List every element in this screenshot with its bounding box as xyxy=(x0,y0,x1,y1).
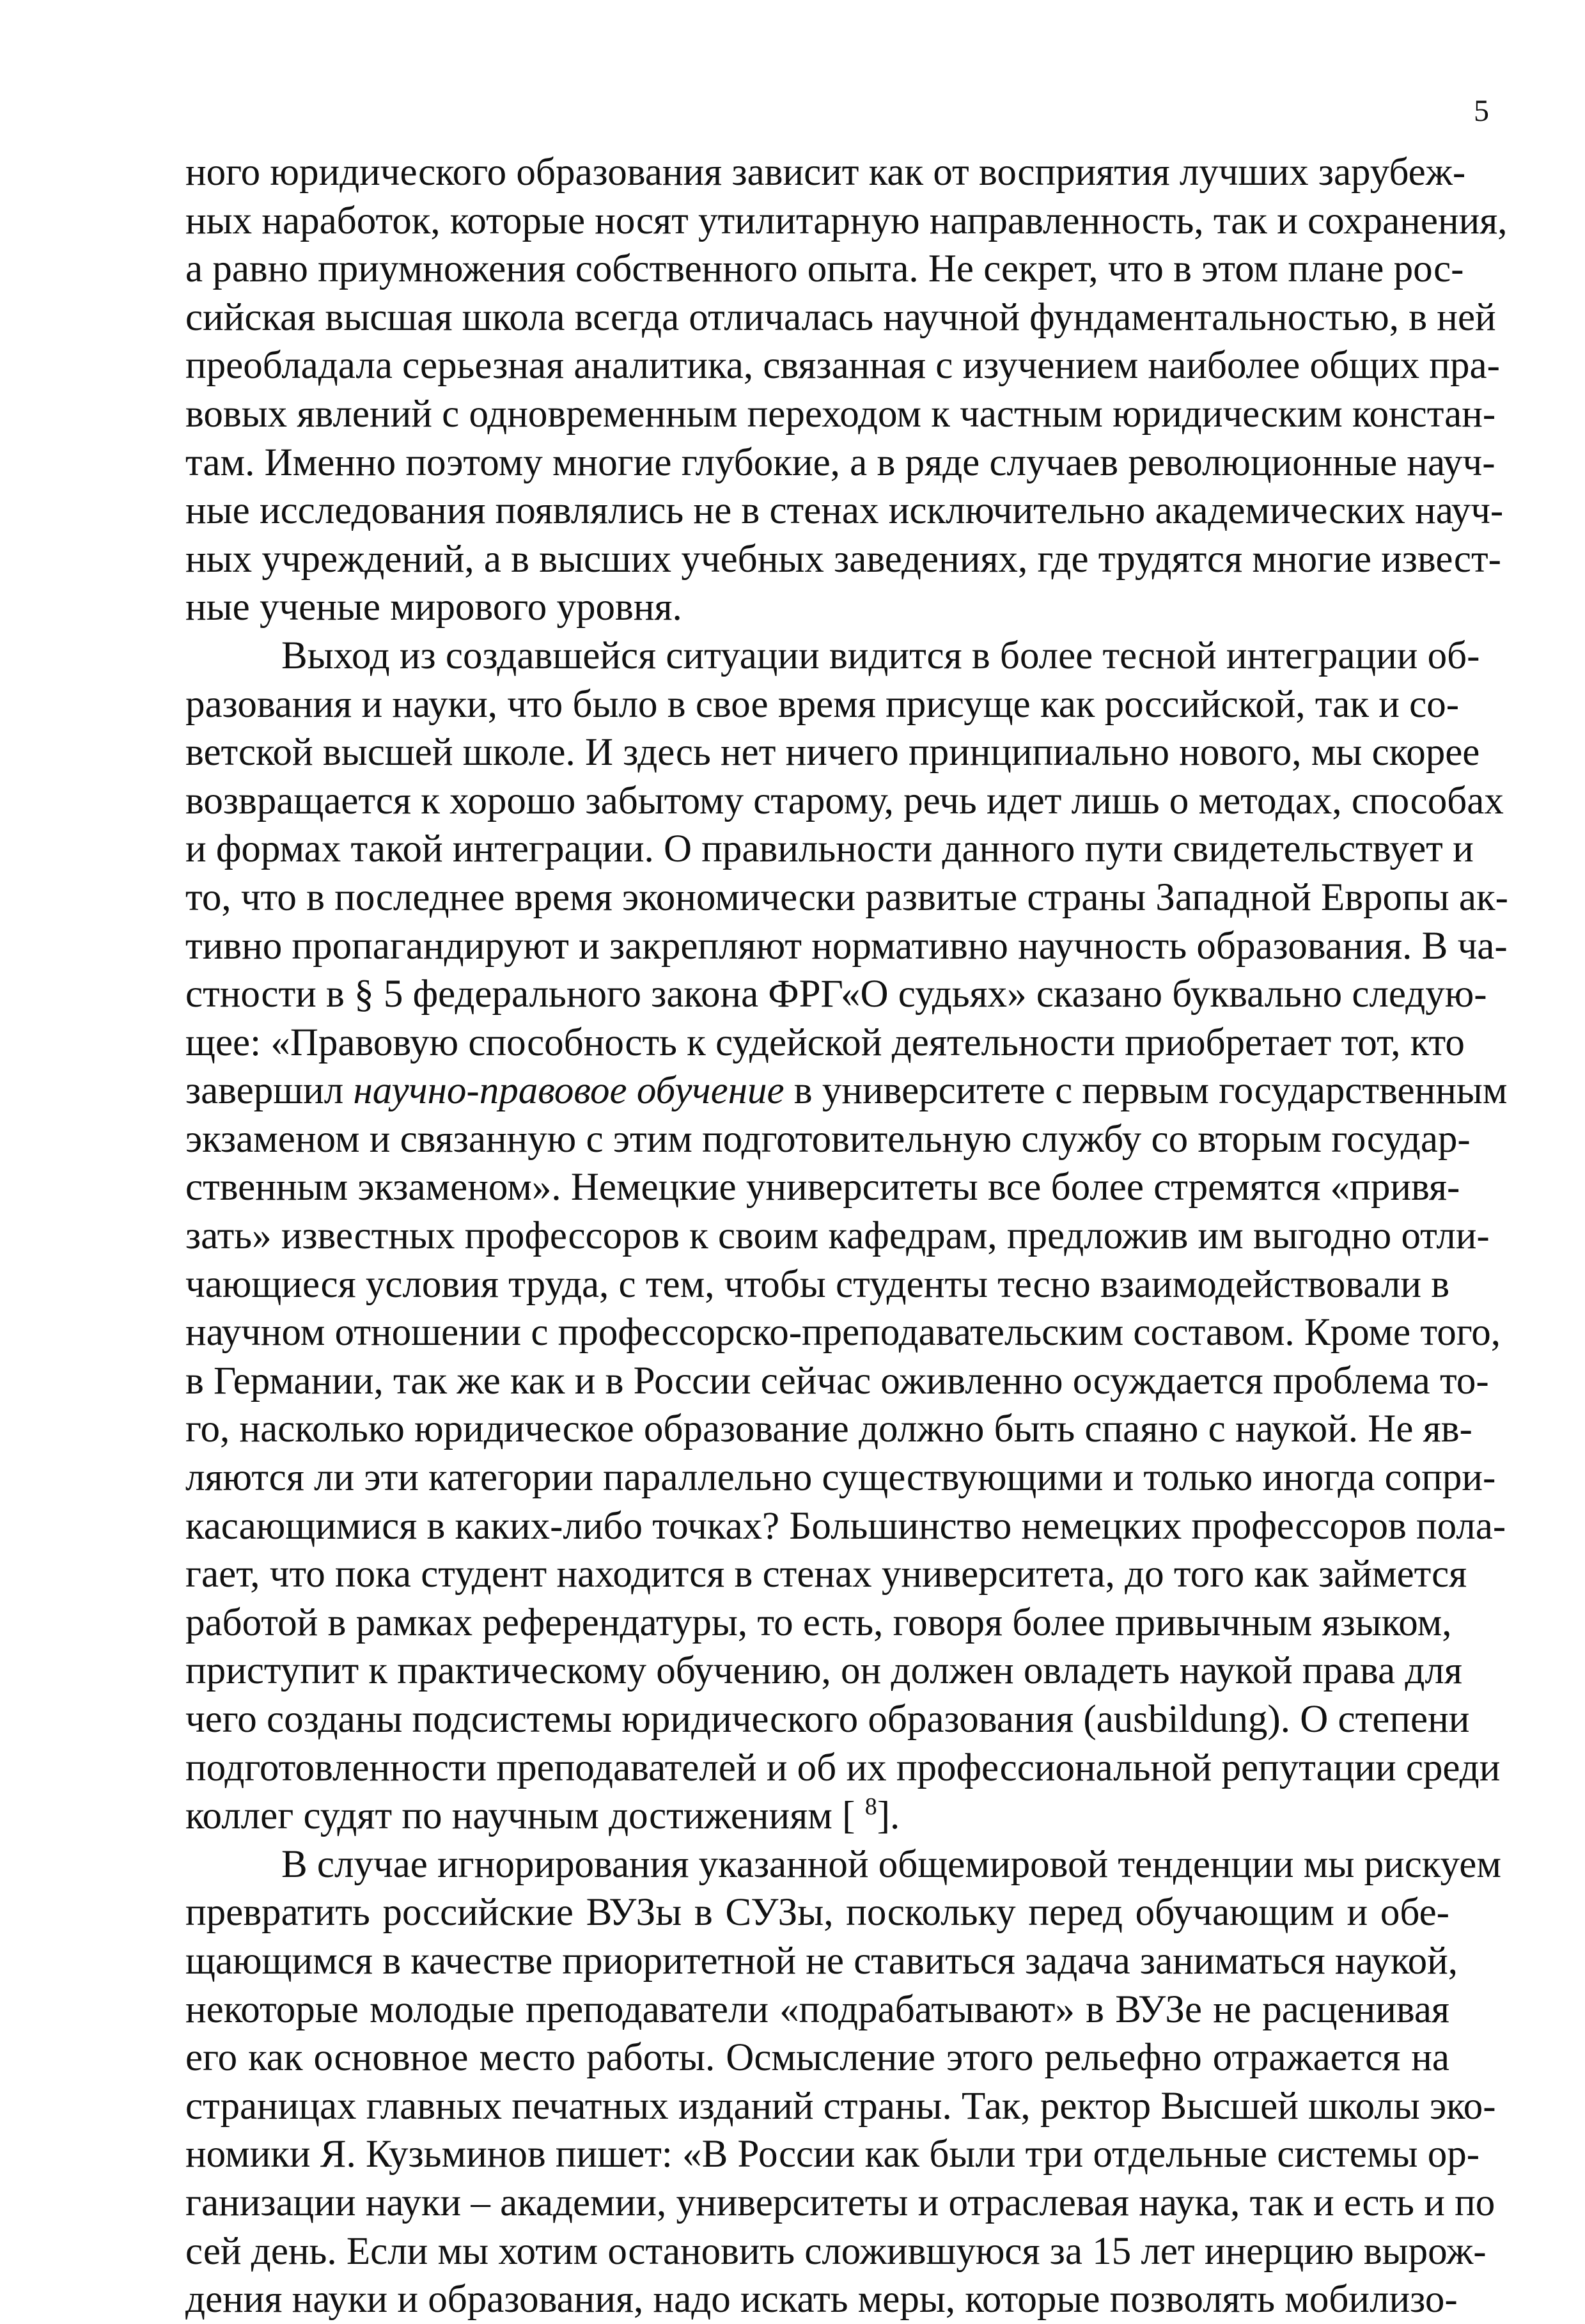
text-line: разования и науки, что было в свое время присуще как российской, так и со- xyxy=(185,682,1460,726)
text-line: го, насколько юридическое образование должно быть спаяно с наукой. Не яв- xyxy=(185,1408,1472,1451)
text-line: ветской высшей школе. И здесь нет ничего принципиально нового, мы скорее xyxy=(185,731,1480,774)
text-line: щее: «Правовую способность к судейской деятельности приобретает тот, кто xyxy=(185,1021,1465,1064)
text-line: преобладала серьезная аналитика, связанная с изучением наиболее общих пра- xyxy=(185,344,1500,388)
text-line: некоторые молодые преподаватели «подрабатывают» в ВУЗе не расценивая xyxy=(185,1988,1449,2031)
text-segment: завершил xyxy=(185,1069,354,1113)
text-line: а равно приумножения собственного опыта. Не секрет, что в этом плане рос- xyxy=(185,247,1464,291)
text-line: в Германии, так же как и в России сейчас оживленно осуждается проблема то- xyxy=(185,1359,1489,1402)
text-line: сей день. Если мы хотим остановить сложившуюся за 15 лет инерцию вырож- xyxy=(185,2229,1487,2273)
text-segment: коллег судят по научным достижениям [ xyxy=(185,1794,865,1838)
text-line: ного юридического образования зависит как от восприятия лучших зарубеж- xyxy=(185,151,1466,194)
text-line: чего созданы подсистемы юридического образования (ausbildung). О степени xyxy=(185,1698,1470,1741)
text-line: зать» известных профессоров к своим кафедрам, предложив им выгодно отли- xyxy=(185,1214,1490,1258)
document-body xyxy=(185,148,1508,2324)
text-line: ганизации науки – академии, университеты и отраслевая наука, так и есть и по xyxy=(185,2181,1495,2224)
text-line: сийская высшая школа всегда отличалась научной фундаментальностью, в ней xyxy=(185,295,1496,339)
paragraph-3 xyxy=(185,1841,1501,2324)
text-line: превратить российские ВУЗы в СУЗы, поскольку перед обучающим и обе- xyxy=(185,1891,1449,1935)
text-line: вовых явлений с одновременным переходом к частным юридическим констан- xyxy=(185,392,1496,436)
text-line: то, что в последнее время экономически развитые страны Западной Европы ак- xyxy=(185,875,1508,919)
text-line: и формах такой интеграции. О правильности данного пути свидетельствует и xyxy=(185,828,1474,871)
text-line-with-italic xyxy=(185,1067,1508,1115)
text-line: дения науки и образования, надо искать меры, которые позволять мобилизо- xyxy=(185,2278,1458,2321)
paragraph-2 xyxy=(185,632,1508,1841)
text-line: работой в рамках референдатуры, то есть, говоря более привычным языком, xyxy=(185,1601,1452,1644)
text-line: чающиеся условия труда, с тем, чтобы студенты тесно взаимодействовали в xyxy=(185,1262,1450,1306)
text-line: его как основное место работы. Осмысление этого рельефно отражается на xyxy=(185,2036,1449,2080)
text-line: тивно пропагандируют и закрепляют нормативно научность образования. В ча- xyxy=(185,924,1508,968)
text-line: ные исследования появлялись не в стенах исключительно академических науч- xyxy=(185,489,1504,533)
text-line: приступит к практическому обучению, он должен овладеть наукой права для xyxy=(185,1649,1462,1693)
text-line: стности в § 5 федерального закона ФРГ«О судьях» сказано буквально следую- xyxy=(185,973,1487,1016)
text-line: там. Именно поэтому многие глубокие, а в ряде случаев революционные науч- xyxy=(185,441,1495,484)
reference-number: 8 xyxy=(864,1793,877,1821)
text-line: В случае игнорирования указанной общемировой тенденции мы рискуем xyxy=(281,1842,1501,1886)
text-line: возвращается к хорошо забытому старому, речь идет лишь о методах, способах xyxy=(185,779,1504,822)
text-line: касающимися в каких-либо точках? Большинство немецких профессоров пола- xyxy=(185,1504,1506,1548)
page-number: 5 xyxy=(1474,94,1489,128)
text-line: ных наработок, которые носят утилитарную направленность, так и сохранения, xyxy=(185,199,1508,242)
text-line: экзаменом и связанную с этим подготовительную службу со вторым государ- xyxy=(185,1117,1471,1161)
text-segment: в университете с первым государственным xyxy=(784,1069,1508,1113)
text-line: гает, что пока студент находится в стенах университета, до того как займется xyxy=(185,1553,1467,1596)
paragraph-1 xyxy=(185,148,1508,632)
text-line: ляются ли эти категории параллельно существующими и только иногда сопри- xyxy=(185,1456,1496,1500)
text-line: страницах главных печатных изданий страны. Так, ректор Высшей школы эко- xyxy=(185,2084,1496,2128)
text-line: подготовленности преподавателей и об их профессиональной репутации среди xyxy=(185,1746,1501,1789)
citation-line xyxy=(185,1792,1449,1841)
text-line: научном отношении с профессорско-преподавательским составом. Кроме того, xyxy=(185,1311,1501,1354)
text-line: ных учреждений, а в высших учебных заведениях, где трудятся многие извест- xyxy=(185,537,1501,581)
text-line: Выход из создавшейся ситуации видится в более тесной интеграции об- xyxy=(281,634,1480,677)
italic-phrase: научно-правовое обучение xyxy=(353,1069,785,1113)
text-line: номики Я. Кузьминов пишет: «В России как были три отдельные системы ор- xyxy=(185,2133,1480,2176)
text-segment: ]. xyxy=(877,1794,900,1838)
text-line: ственным экзаменом». Немецкие университеты все более стремятся «привя- xyxy=(185,1166,1460,1209)
text-line: щающимся в качестве приоритетной не ставиться задача заниматься наукой, xyxy=(185,1939,1458,1982)
text-line: ные ученые мирового уровня. xyxy=(185,586,682,629)
